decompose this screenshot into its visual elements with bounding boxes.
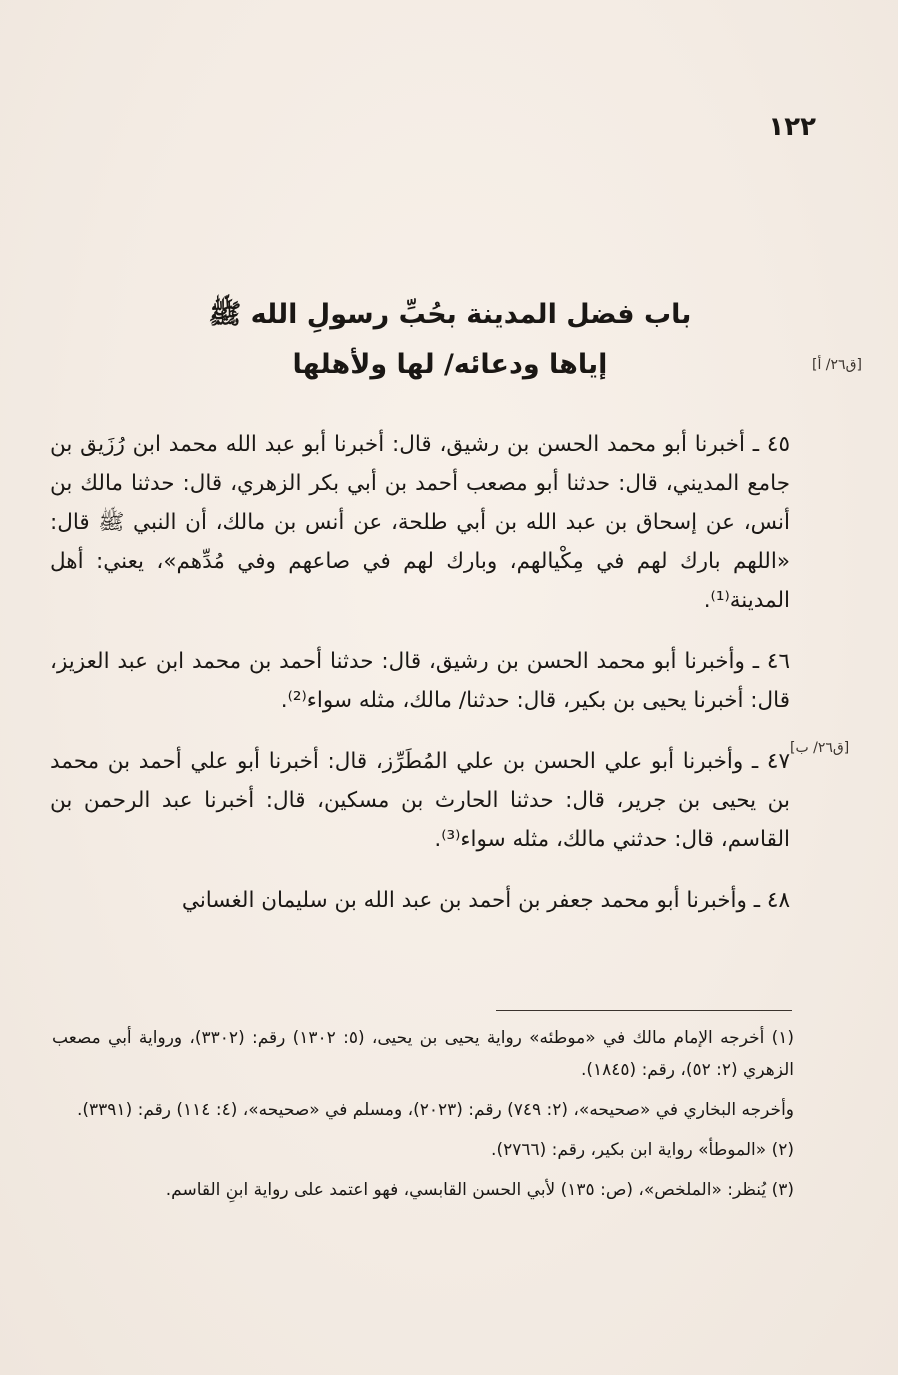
footnote-1: (١) أخرجه الإمام مالك في «موطئه» رواية يحيى بن يحيى، (٥: ١٣٠٢) رقم: (٣٣٠٢)، ورواية أبي مصعب الزهري (٢: ٥٢)، رقم: (١٨٤٥). [52, 1028, 794, 1080]
footnote-1-continued: وأخرجه البخاري في «صحيحه»، (٢: ٧٤٩) رقم: (٢٠٢٣)، ومسلم في «صحيحه»، (٤: ١١٤) رقم: (٣٣٩١). [76, 1100, 794, 1120]
hadith-paragraph-47: ٤٧ ـ وأخبرنا أبو علي الحسن بن علي المُطَرِّز، قال: أخبرنا أبو علي أحمد بن محمد بن يحيى بن جرير، قال: حدثنا الحارث بن مسكين، قال: أخبرنا عبد الرحمن بن القاسم، قال: حدثني مالك، مثله سواء⁽³⁾. [50, 749, 790, 852]
footnote-2: (٢) «الموطأ» رواية ابن بكير، رقم: (٢٧٦٦). [491, 1140, 794, 1160]
hadith-paragraph-48: ٤٨ ـ وأخبرنا أبو محمد جعفر بن أحمد بن عبد الله بن سليمان الغساني [181, 888, 790, 913]
main-text [50, 425, 790, 942]
chapter-title-line-2: إياها ودعائه/ لها ولأهلها [292, 349, 608, 380]
chapter-title-line-1: باب فضل المدينة بحُبِّ رسولِ الله ﷺ [208, 299, 692, 330]
hadith-paragraph-45: ٤٥ ـ أخبرنا أبو محمد الحسن بن رشيق، قال: أخبرنا أبو عبد الله محمد ابن رُزَيق بن جامع المديني، قال: حدثنا أبو مصعب أحمد بن أبي بكر الزهري، قال: حدثنا مالك بن أنس، عن إسحاق بن عبد الله بن أبي طلحة، عن أنس بن مالك، أن النبي ﷺ قال: «اللهم بارك لهم في مِكْيالهم، وبارك لهم في صاعهم وفي مُدِّهم»، يعني: أهل المدينة⁽¹⁾. [50, 432, 790, 613]
manuscript-folio-marker: [ق٢٦/ ب] [790, 740, 850, 756]
chapter-title [150, 290, 750, 390]
footnotes [52, 1022, 794, 1214]
hadith-paragraph-46: ٤٦ ـ وأخبرنا أبو محمد الحسن بن رشيق، قال: حدثنا أحمد بن محمد ابن عبد العزيز، قال: أخبرنا يحيى بن بكير، قال: حدثنا/ مالك، مثله سواء⁽²⁾. [50, 649, 790, 713]
footnote-separator [496, 1010, 792, 1011]
page-number: ١٢٢ [768, 112, 816, 142]
manuscript-folio-marker: [ق٢٦/ أ] [812, 357, 862, 373]
footnote-3: (٣) يُنظر: «الملخص»، (ص: ١٣٥) لأبي الحسن القابسي، فهو اعتمد على رواية ابنِ القاسم. [165, 1180, 794, 1200]
